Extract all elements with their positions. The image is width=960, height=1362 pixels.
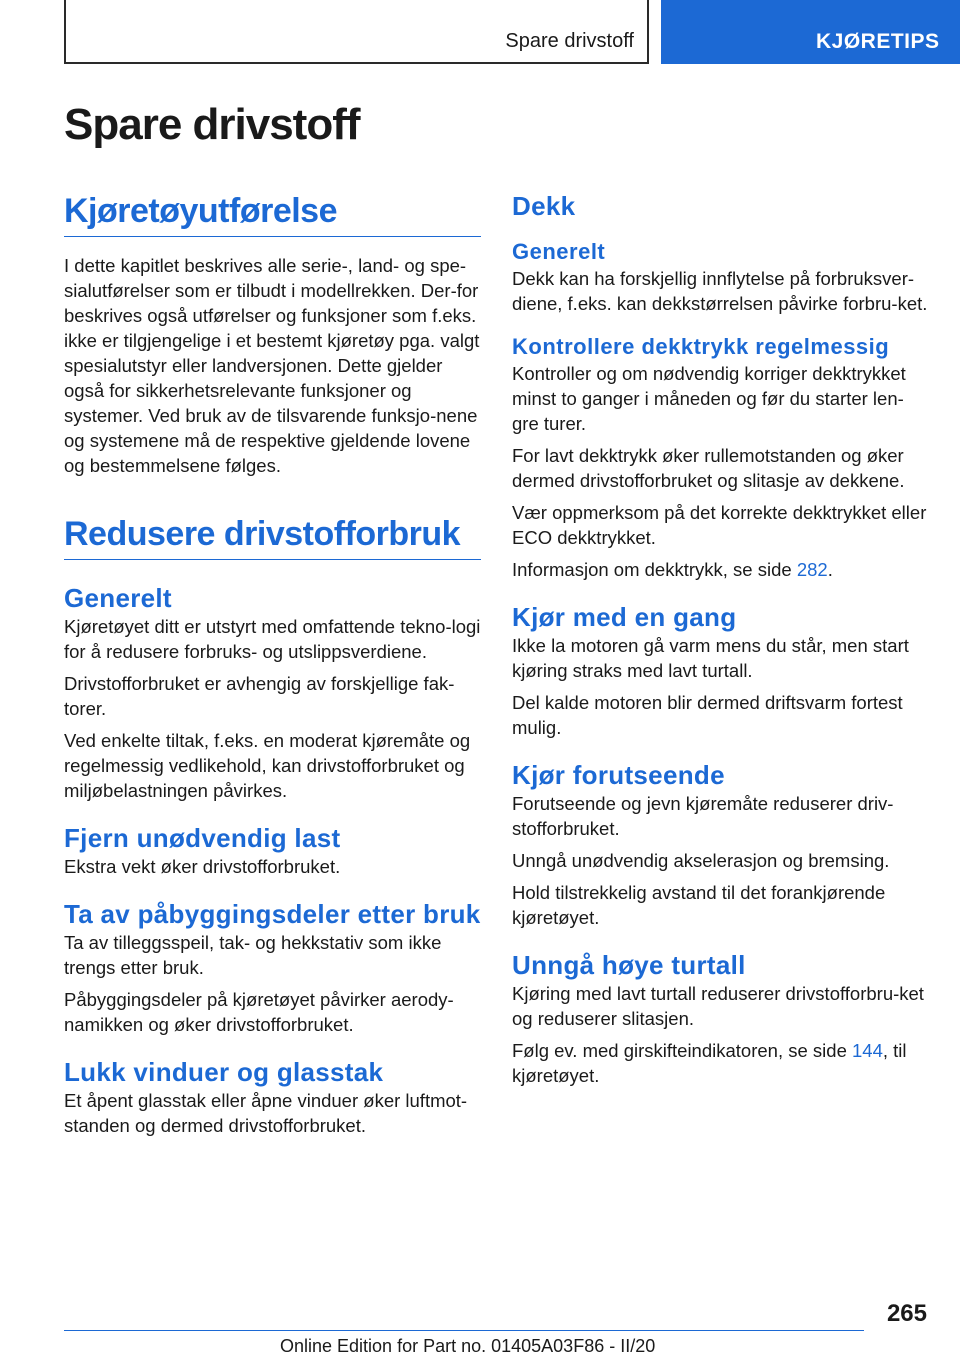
heading-avoid-high-rpm: Unngå høye turtall bbox=[512, 950, 746, 980]
tire-pressure-text-4: Informasjon om dekktrykk, se side 282. bbox=[512, 559, 833, 580]
page-ref-282[interactable]: 282 bbox=[796, 559, 828, 580]
header-section-title: Spare drivstoff bbox=[505, 30, 634, 52]
rpm-text-1: Kjøring med lavt turtall reduserer drivstofforbru-ket og reduserer slitasjen. bbox=[512, 983, 924, 1029]
chapter-tab-label: KJØRETIPS bbox=[816, 30, 940, 53]
heading-tire-pressure: Kontrollere dekktrykk regelmessig bbox=[512, 334, 890, 359]
footer-edition: Online Edition for Part no. 01405A03F86 - II/20 bbox=[280, 1336, 656, 1356]
left-column bbox=[64, 190, 481, 1145]
drive-off-text-2: Del kalde motoren blir dermed driftsvarm fortest mulig. bbox=[512, 692, 903, 738]
heading-remove-load: Fjern unødvendig last bbox=[64, 823, 341, 853]
chapter-tab[interactable] bbox=[661, 0, 960, 64]
heading-anticipate: Kjør forutseende bbox=[512, 760, 725, 790]
drive-off-text-1: Ikke la motoren gå varm mens du står, men start kjøring straks med lavt turtall. bbox=[512, 635, 909, 681]
rpm-text-2: Følg ev. med girskifteindikatoren, se side 144, til kjøretøyet. bbox=[512, 1040, 907, 1086]
anticipate-text-3: Hold tilstrekkelig avstand til det forankjørende kjøretøyet. bbox=[512, 882, 886, 928]
vehicle-version-text: I dette kapitlet beskrives alle serie-, land- og spe-sialutførelser som er tilbudt i modellrekken. Der-for beskrives også utførelser og funksjoner som f.eks. ikke er tilgjengelige i et bestemt kjøretøy pga. valgt spesialutstyr eller landversjonen. Dette gjelder også for sikkerhetsrelevante funksjoner og systemer. Ved bruk av de tilsvarende funksjo-nene og systemene må de respektive gjeldende lovene og bestemmelsene følges. bbox=[64, 255, 480, 476]
tire-pressure-text-2: For lavt dekktrykk øker rullemotstanden og øker dermed drivstofforbruket og slitasje av dekkene. bbox=[512, 445, 905, 491]
heading-general: Generelt bbox=[64, 583, 172, 613]
heading-remove-attachments: Ta av påbyggingsdeler etter bruk bbox=[64, 899, 481, 929]
general-text-3: Ved enkelte tiltak, f.eks. en moderat kjøremåte og regelmessig vedlikehold, kan drivstofforbruket og miljøbelastningen påvirkes. bbox=[64, 730, 471, 801]
general-text-2: Drivstofforbruket er avhengig av forskjellige fak-torer. bbox=[64, 673, 455, 719]
heading-drive-off: Kjør med en gang bbox=[512, 602, 737, 632]
anticipate-text-1: Forutseende og jevn kjøremåte reduserer driv-stofforbruket. bbox=[512, 793, 894, 839]
footer-divider bbox=[64, 1330, 864, 1331]
anticipate-text-2: Unngå unødvendig akselerasjon og bremsing. bbox=[512, 850, 890, 871]
right-column bbox=[512, 190, 928, 1095]
page-number: 265 bbox=[886, 1300, 927, 1327]
heading-reduce-consumption: Redusere drivstofforbruk bbox=[64, 513, 481, 560]
attachments-text-2: Påbyggingsdeler på kjøretøyet påvirker aerody-namikken og øker drivstofforbruket. bbox=[64, 989, 454, 1035]
page-ref-144[interactable]: 144 bbox=[852, 1040, 883, 1061]
close-windows-text: Et åpent glasstak eller åpne vinduer øker luftmot-standen og dermed drivstofforbruket. bbox=[64, 1090, 468, 1136]
heading-vehicle-version: Kjøretøyutførelse bbox=[64, 190, 481, 237]
remove-load-text: Ekstra vekt øker drivstofforbruket. bbox=[64, 856, 341, 877]
heading-tires: Dekk bbox=[512, 191, 576, 221]
attachments-text-1: Ta av tilleggsspeil, tak- og hekkstativ som ikke trengs etter bruk. bbox=[64, 932, 442, 978]
page-title: Spare drivstoff bbox=[64, 100, 360, 149]
heading-tires-general: Generelt bbox=[512, 239, 606, 264]
heading-close-windows: Lukk vinduer og glasstak bbox=[64, 1057, 384, 1087]
tires-general-text: Dekk kan ha forskjellig innflytelse på forbruksver-diene, f.eks. kan dekkstørrelsen påvirke forbru-ket. bbox=[512, 268, 928, 314]
tire-pressure-text-3: Vær oppmerksom på det korrekte dekktrykket eller ECO dekktrykket. bbox=[512, 502, 927, 548]
general-text-1: Kjøretøyet ditt er utstyrt med omfattende tekno-logi for å redusere forbruks- og utslippsverdiene. bbox=[64, 616, 481, 662]
tire-pressure-text-1: Kontroller og om nødvendig korriger dekktrykket minst to ganger i måneden og før du starter len-gre turer. bbox=[512, 363, 906, 434]
